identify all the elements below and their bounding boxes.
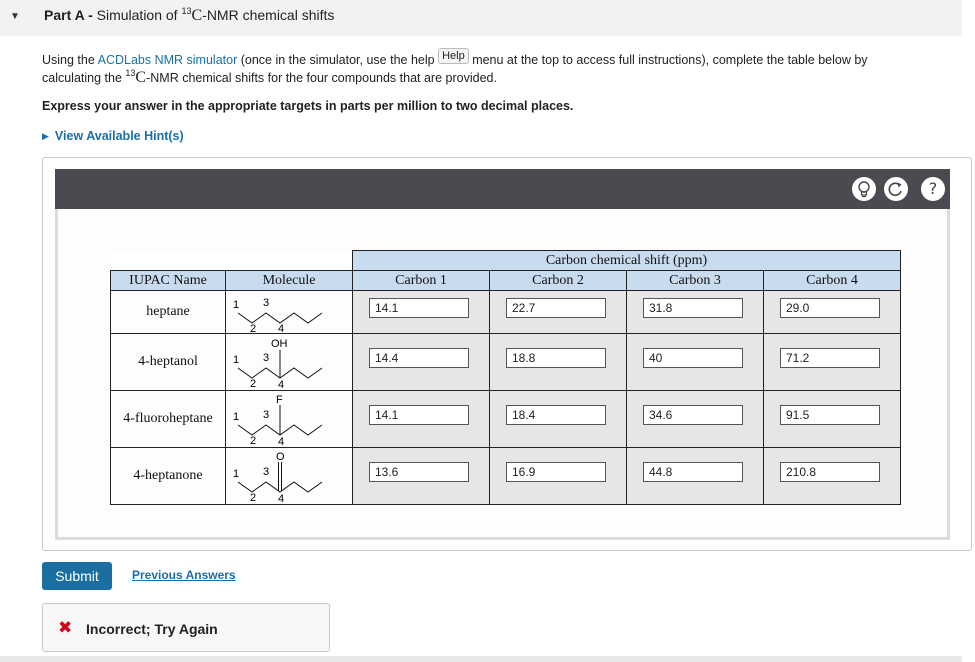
reset-icon-glyph — [884, 177, 908, 201]
answer-cell — [627, 334, 764, 391]
reset-icon[interactable] — [884, 177, 908, 201]
atom-label: 1 — [233, 299, 240, 311]
carbon-4-input[interactable]: 71.2 — [780, 348, 880, 368]
isotope-element: C — [135, 69, 147, 86]
atom-label: 2 — [250, 435, 257, 447]
carbon-4-input[interactable]: 91.5 — [780, 405, 880, 425]
atom-label: 1 — [233, 411, 240, 423]
isotope-superscript: 13 — [125, 68, 136, 78]
compound-name: 4-fluoroheptane — [111, 391, 226, 448]
compound-name: heptane — [111, 291, 226, 334]
substituent-label: OH — [271, 338, 288, 350]
carbon-3-input[interactable]: 34.6 — [643, 405, 743, 425]
answer-cell — [764, 391, 901, 448]
header-carbon-3: Carbon 3 — [627, 271, 764, 291]
carbon-3-input[interactable]: 40 — [643, 348, 743, 368]
carbon-4-input[interactable]: 29.0 — [780, 298, 880, 318]
carbon-4-input[interactable]: 210.8 — [780, 462, 880, 482]
header-blank — [111, 251, 353, 271]
header-carbon-1: Carbon 1 — [353, 271, 490, 291]
previous-answers-link[interactable]: Previous Answers — [132, 568, 236, 582]
answer-cell — [353, 448, 490, 505]
header-molecule: Molecule — [226, 271, 353, 291]
instructions — [42, 52, 922, 88]
expand-triangle-icon: ▶ — [42, 131, 49, 141]
part-title-post: -NMR chemical shifts — [202, 7, 335, 23]
heptanol-skeleton — [226, 334, 352, 390]
hints-label: View Available Hint(s) — [54, 129, 184, 143]
atom-label: 2 — [250, 378, 257, 390]
answer-cell — [764, 291, 901, 334]
molecule-structure — [226, 448, 353, 505]
atom-label: 3 — [263, 466, 270, 478]
carbon-1-input[interactable]: 14.1 — [369, 405, 469, 425]
instructions-text: menu at the top to access full instructions), complete the table below by calculating the — [42, 53, 868, 85]
fluoroheptane-skeleton — [226, 391, 352, 447]
atom-label: 2 — [250, 492, 257, 504]
answer-cell — [490, 334, 627, 391]
lightbulb-icon-glyph — [852, 177, 876, 201]
atom-label: 1 — [233, 354, 240, 366]
collapse-toggle-icon[interactable]: ▼ — [10, 11, 20, 22]
answer-format-note: Express your answer in the appropriate targets in parts per million to two decimal places. — [42, 99, 574, 113]
chemical-shift-table — [110, 250, 901, 505]
answer-cell — [627, 291, 764, 334]
answer-cell — [353, 291, 490, 334]
carbon-3-input[interactable]: 44.8 — [643, 462, 743, 482]
atom-label: 4 — [278, 323, 285, 333]
instructions-text: (once in the simulator, use the help — [240, 53, 435, 67]
bottom-divider — [0, 656, 962, 662]
carbon-1-input[interactable]: 14.1 — [369, 298, 469, 318]
table-row — [111, 391, 901, 448]
heptanone-skeleton — [226, 448, 352, 504]
atom-label: 3 — [263, 409, 270, 421]
header-group-label: Carbon chemical shift (ppm) — [353, 251, 901, 271]
atom-label: 4 — [278, 436, 285, 447]
isotope-element: C — [191, 7, 203, 24]
atom-label: 2 — [250, 323, 257, 333]
atom-label: 3 — [263, 352, 270, 364]
compound-name: 4-heptanol — [111, 334, 226, 391]
incorrect-x-icon: ✖ — [58, 618, 73, 637]
molecule-structure — [226, 391, 353, 448]
answer-cell — [490, 391, 627, 448]
header-carbon-4: Carbon 4 — [764, 271, 901, 291]
table-row — [111, 448, 901, 505]
nmr-simulator-link[interactable]: ACDLabs NMR simulator — [97, 53, 238, 67]
atom-label: 4 — [278, 379, 285, 390]
answer-cell — [353, 334, 490, 391]
carbon-2-input[interactable]: 18.8 — [506, 348, 606, 368]
help-badge: Help — [438, 48, 469, 64]
help-button[interactable]: ? — [921, 177, 945, 201]
part-title-pre: Simulation of — [96, 7, 178, 23]
instructions-text: -NMR chemical shifts for the four compounds that are provided. — [146, 71, 497, 85]
answer-cell — [627, 448, 764, 505]
view-hints-link[interactable] — [42, 129, 184, 143]
feedback-message: Incorrect; Try Again — [86, 621, 218, 637]
carbon-2-input[interactable]: 18.4 — [506, 405, 606, 425]
substituent-label: F — [276, 394, 283, 406]
heptane-skeleton — [226, 291, 352, 333]
feedback-box — [42, 603, 330, 652]
submit-button[interactable]: Submit — [42, 562, 112, 590]
substituent-label: O — [276, 451, 285, 463]
molecule-structure — [226, 334, 353, 391]
carbon-3-input[interactable]: 31.8 — [643, 298, 743, 318]
compound-name: 4-heptanone — [111, 448, 226, 505]
carbon-1-input[interactable]: 14.4 — [369, 348, 469, 368]
lightbulb-icon[interactable] — [852, 177, 876, 201]
answer-cell — [490, 448, 627, 505]
table-row — [111, 291, 901, 334]
atom-label: 1 — [233, 468, 240, 480]
table-row — [111, 334, 901, 391]
answer-cell — [627, 391, 764, 448]
part-title — [44, 7, 334, 25]
atom-label: 3 — [263, 297, 270, 309]
answer-cell — [353, 391, 490, 448]
widget-toolbar — [55, 169, 950, 209]
instructions-text: Using the — [42, 53, 95, 67]
answer-cell — [490, 291, 627, 334]
molecule-structure — [226, 291, 353, 334]
carbon-2-input[interactable]: 22.7 — [506, 298, 606, 318]
carbon-2-input[interactable]: 16.9 — [506, 462, 606, 482]
isotope-superscript: 13 — [181, 6, 192, 16]
part-header — [0, 0, 962, 36]
header-iupac-name: IUPAC Name — [111, 271, 226, 291]
header-carbon-2: Carbon 2 — [490, 271, 627, 291]
carbon-1-input[interactable]: 13.6 — [369, 462, 469, 482]
answer-cell — [764, 448, 901, 505]
part-label: Part A - — [44, 7, 93, 23]
answer-cell — [764, 334, 901, 391]
atom-label: 4 — [278, 493, 285, 504]
